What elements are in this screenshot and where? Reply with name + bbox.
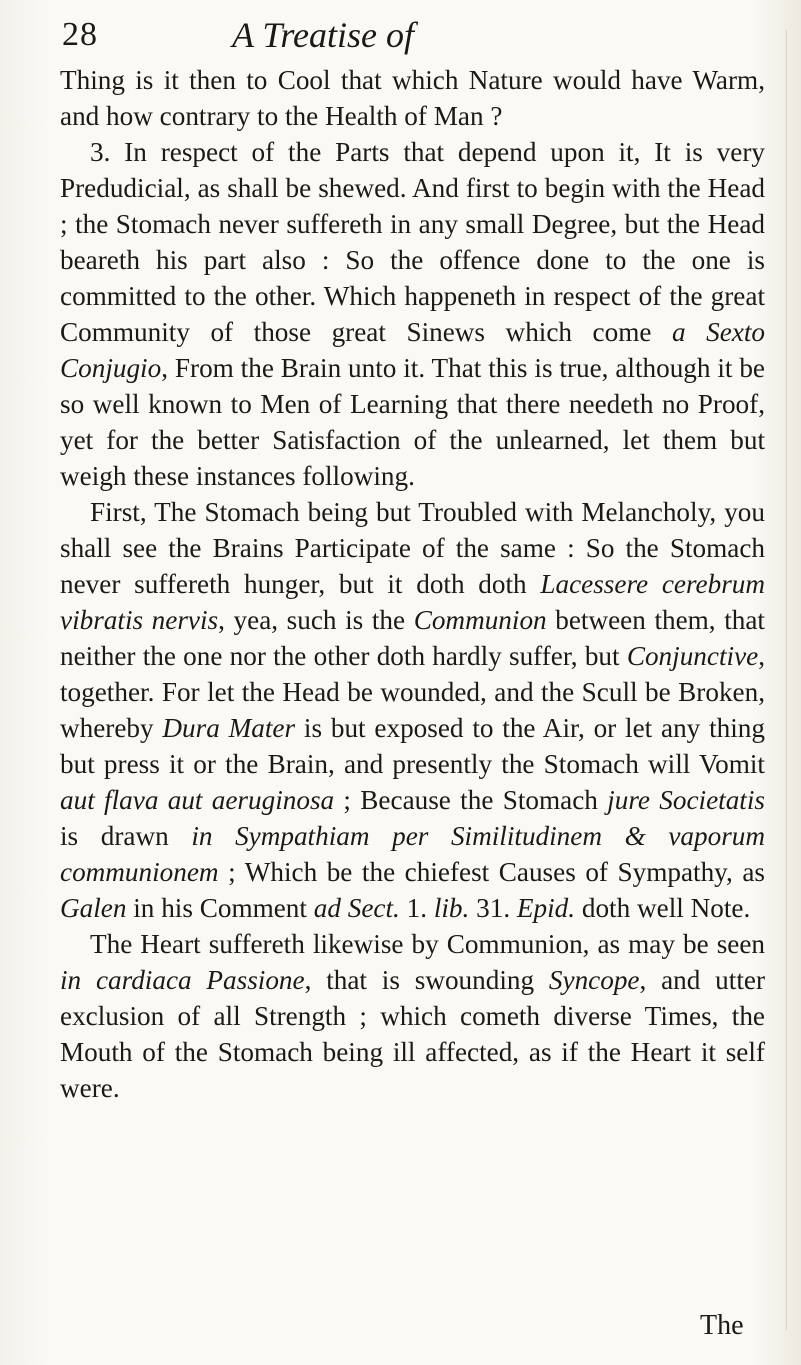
paragraph-3: First, The Stomach being but Troubled with Melancholy, you shall see the Brains Participate of the same : So the Stomach never suffereth hunger, but it doth doth Lacessere cerebrum vibratis nervis, yea, such is the Communion between them, that neither the one nor the other doth hardly suffer, but Conjunctive, together. For let the Head be wounded, and the Scull be Broken, whereby Dura Mater is but exposed to the Air, or let any thing but press it or the Brain, and presently the Stomach will Vomit aut flava aut aeruginosa ; Because the Stomach jure Societatis is drawn in Sympathiam per Similitudinem & vaporum communionem ; Which be the chiefest Causes of Sympathy, as Galen in his Comment ad Sect. 1. lib. 31. Epid. doth well Note. [60,497,766,923]
page-header [62,14,762,58]
paragraph-2: 3. In respect of the Parts that depend upon it, It is very Predudicial, as shall be shewed. And first to begin with the Head ; the Stomach never suffereth in any small Degree, but the Head beareth his part also : So the offence done to the one is committed to the other. Which happeneth in respect of the great Community of those great Sinews which come a Sexto Conjugio, From the Brain unto it. That this is true, although it be so well known to Men of Learning that there needeth no Proof, yet for the better Satisfaction of the unlearned, let them but weigh these instances following. [60,137,765,491]
catchword: The [700,1310,744,1341]
page-number: 28 [62,16,98,53]
paragraph-4: The Heart suffereth likewise by Communion, as may be seen in cardiaca Passione, that is swounding Syncope, and utter exclusion of all Strength ; which cometh diverse Times, the Mouth of the Stomach being ill affected, as if the Heart it self were. [60,929,765,1103]
paragraph-1: Thing is it then to Cool that which Nature would have Warm, and how contrary to the Health of Man ? [60,65,765,131]
running-title: A Treatise of [232,15,415,55]
body-text [60,62,765,1106]
page-edge-line [786,30,787,1330]
